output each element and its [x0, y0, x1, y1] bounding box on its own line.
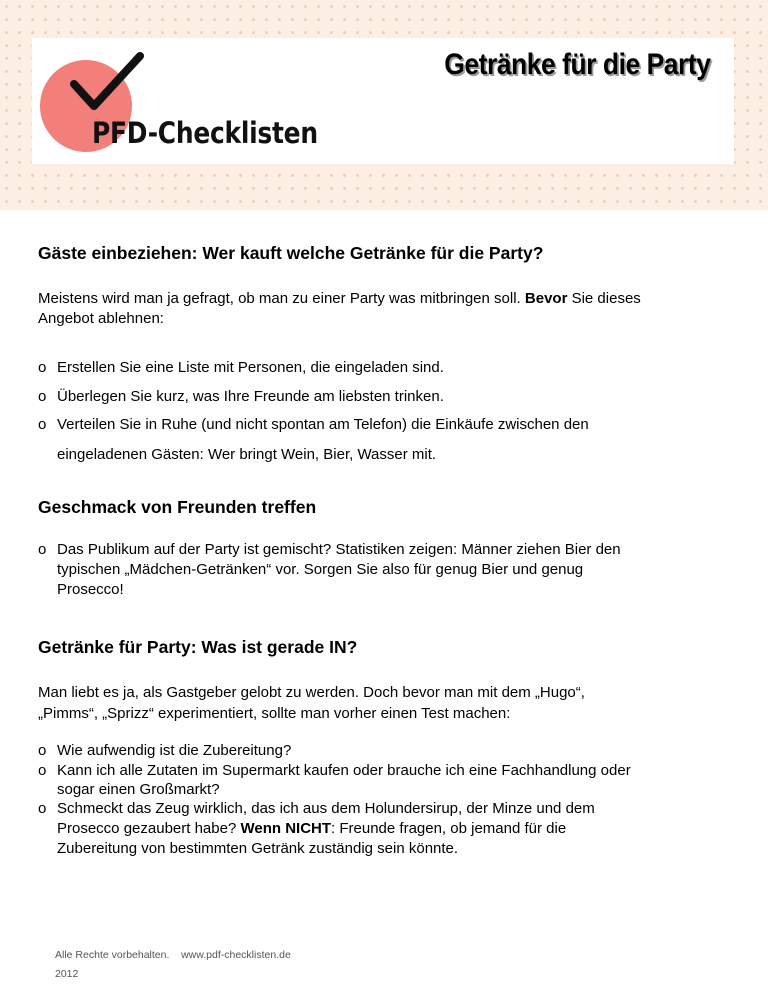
list-item: o Wie aufwendig ist die Zubereitung?	[38, 742, 292, 759]
section1-intro: Meistens wird man ja gefragt, ob man zu einer Party was mitbringen soll. Bevor Sie dieses	[38, 290, 641, 307]
list-item: o Kann ich alle Zutaten im Supermarkt kaufen oder brauche ich eine Fachhandlung oder	[38, 762, 631, 779]
logo	[40, 52, 340, 156]
section-heading-taste: Geschmack von Freunden treffen	[38, 497, 317, 517]
section3-intro: Man liebt es ja, als Gastgeber gelobt zu werden. Doch bevor man mit dem „Hugo“,	[38, 684, 585, 701]
list-item-continuation: eingeladenen Gästen: Wer bringt Wein, Bier, Wasser mit.	[57, 446, 437, 463]
section-heading-trends: Getränke für Party: Was ist gerade IN?	[38, 637, 358, 657]
checkmark-icon	[70, 52, 144, 114]
footer-website: www.pdf-checklisten.de	[181, 949, 291, 961]
list-item-continuation: Prosecco gezaubert habe? Wenn NICHT: Freunde fragen, ob jemand für die	[57, 820, 567, 837]
list-item-continuation: Zubereitung von bestimmten Getränk zuständig sein könnte.	[57, 840, 459, 857]
list-item-continuation: sogar einen Großmarkt?	[57, 781, 220, 798]
list-item: o Überlegen Sie kurz, was Ihre Freunde am liebsten trinken.	[38, 388, 444, 405]
list-item: o Schmeckt das Zeug wirklich, das ich aus dem Holundersirup, der Minze und dem	[38, 800, 595, 817]
list-item-continuation: Prosecco!	[57, 581, 124, 598]
section-heading-guests: Gäste einbeziehen: Wer kauft welche Getränke für die Party?	[38, 243, 544, 263]
list-item: o Erstellen Sie eine Liste mit Personen, die eingeladen sind.	[38, 359, 444, 376]
header-card	[32, 38, 734, 164]
list-item: o Verteilen Sie in Ruhe (und nicht spontan am Telefon) die Einkäufe zwischen den	[38, 416, 589, 433]
list-item: o Das Publikum auf der Party ist gemischt? Statistiken zeigen: Männer ziehen Bier den	[38, 541, 621, 558]
footer-year: 2012	[55, 968, 79, 980]
footer-rights: Alle Rechte vorbehalten. www.pdf-checklisten.de	[55, 949, 291, 961]
page-title: Getränke für die Party	[443, 48, 710, 81]
section3-intro-line2: „Pimms“, „Sprizz“ experimentiert, sollte man vorher einen Test machen:	[38, 705, 511, 722]
logo-text: PFD-Checklisten	[92, 116, 318, 150]
section1-intro-line2: Angebot ablehnen:	[38, 310, 164, 327]
list-item-continuation: typischen „Mädchen-Getränken“ vor. Sorgen Sie also für genug Bier und genug	[57, 561, 584, 578]
